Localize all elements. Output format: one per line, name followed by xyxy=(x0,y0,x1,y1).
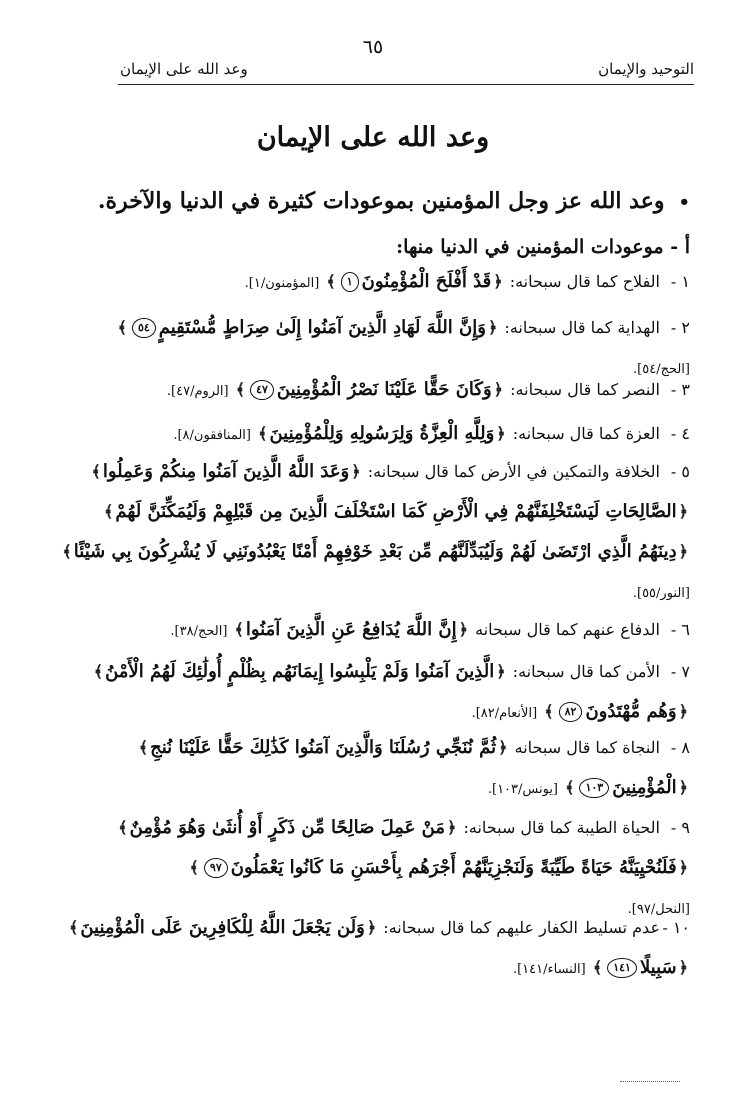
item-text: الدفاع عنهم كما قال سبحانه xyxy=(475,620,660,639)
ornate-bracket-open-icon: ﴿ xyxy=(678,778,688,797)
item-text: الهداية كما قال سبحانه: xyxy=(504,318,660,337)
list-item-line xyxy=(58,532,690,572)
ornate-bracket-open-icon: ﴿ xyxy=(678,858,688,877)
running-header-book-title: التوحيد والإيمان xyxy=(598,60,694,78)
list-item xyxy=(58,452,690,612)
quran-verse xyxy=(60,541,690,562)
item-number: ١ - xyxy=(670,272,690,291)
list-item-line xyxy=(58,808,690,848)
list-item xyxy=(58,728,690,808)
verse-reference: [الروم/٤٧]. xyxy=(166,384,229,399)
list-item-line xyxy=(58,452,690,492)
page-number: ٦٥ xyxy=(362,36,384,58)
ornate-bracket-open-icon: ﴿ xyxy=(678,542,688,561)
item-number: ١٠ - xyxy=(662,918,690,937)
quran-verse xyxy=(116,817,458,838)
quran-verse xyxy=(256,423,508,444)
list-item-line xyxy=(58,572,690,612)
list-item-line xyxy=(58,370,690,410)
quran-verse xyxy=(233,619,471,640)
quran-verse xyxy=(234,379,505,400)
verse-text: وَإِنَّ اللَّهَ لَهَادِ الَّذِينَ آمَنُوا إِلَىٰ صِرَاطٍ مُّسْتَقِيمٍ xyxy=(158,317,486,338)
bullet-heading xyxy=(70,188,690,214)
ornate-bracket-open-icon: ﴿ xyxy=(678,702,688,721)
quran-verse xyxy=(116,317,500,338)
list-item-line xyxy=(58,492,690,532)
ornate-bracket-close-icon: ﴾ xyxy=(138,738,149,757)
ayah-number-badge: ١٤١ xyxy=(607,958,637,978)
verse-text: سَبِيلًا xyxy=(639,957,677,978)
list-item xyxy=(58,908,690,988)
verse-text: مَنْ عَمِلَ صَالِحًا مِّن ذَكَرٍ أَوْ أُنثَىٰ وَهُوَ مُؤْمِنٌ xyxy=(129,817,446,838)
quran-verse xyxy=(89,461,362,482)
ornate-bracket-open-icon: ﴿ xyxy=(678,958,688,977)
verse-text: ثُمَّ نُنَجِّي رُسُلَنَا وَالَّذِينَ آمَنُوا كَذَٰلِكَ حَقًّا عَلَيْنَا نُنجِ xyxy=(150,737,497,758)
item-text: الخلافة والتمكين في الأرض كما قال سبحانه: xyxy=(367,462,660,481)
verse-reference: [الأنعام/٨٢]. xyxy=(471,706,538,721)
ayah-number-badge: ٨٢ xyxy=(559,702,583,722)
item-text: عدم تسليط الكفار عليهم كما قال سبحانه: xyxy=(383,918,660,937)
verse-reference: [الحج/٥٤]. xyxy=(633,362,690,377)
ornate-bracket-open-icon: ﴿ xyxy=(493,272,503,291)
list-item-line xyxy=(58,948,690,988)
list-item-line xyxy=(58,610,690,650)
quran-verse xyxy=(563,777,690,798)
list-item-line xyxy=(58,728,690,768)
list-item-line xyxy=(58,768,690,808)
ornate-bracket-close-icon: ﴾ xyxy=(326,272,336,291)
bullet-dot-icon: • xyxy=(678,192,690,213)
item-text: العزة كما قال سبحانه: xyxy=(512,424,660,443)
verse-text: وَلَن يَجْعَلَ اللَّهُ لِلْكَافِرِينَ عَلَى الْمُؤْمِنِينَ xyxy=(80,917,365,938)
list-item-line xyxy=(58,652,690,692)
ornate-bracket-open-icon: ﴿ xyxy=(498,738,508,757)
item-number: ٦ - xyxy=(670,620,690,639)
quran-verse xyxy=(67,917,378,938)
item-number: ٢ - xyxy=(670,318,690,337)
ornate-bracket-close-icon: ﴾ xyxy=(62,542,72,561)
ornate-bracket-close-icon: ﴾ xyxy=(91,462,101,481)
verse-reference: [المنافقون/٨]. xyxy=(173,428,251,443)
list-item xyxy=(58,414,690,454)
quran-verse xyxy=(324,271,504,292)
ornate-bracket-open-icon: ﴿ xyxy=(351,462,361,481)
ayah-number-badge: ٥٤ xyxy=(132,318,156,338)
list-item xyxy=(58,652,690,732)
ornate-bracket-close-icon: ﴾ xyxy=(234,620,244,639)
ornate-bracket-close-icon: ﴾ xyxy=(68,918,79,937)
ayah-number-badge: ٤٧ xyxy=(250,380,274,400)
quran-verse xyxy=(137,737,510,758)
page-end-rule xyxy=(620,1081,680,1082)
ornate-bracket-open-icon: ﴿ xyxy=(487,318,498,337)
verse-text: قَدْ أَفْلَحَ الْمُؤْمِنُونَ xyxy=(361,271,492,292)
item-text: النجاة كما قال سبحانه xyxy=(514,738,660,757)
verse-reference: [الحج/٣٨]. xyxy=(170,624,228,639)
verse-text: الَّذِينَ آمَنُوا وَلَمْ يَلْبِسُوا إِيمَانَهُم بِظُلْمٍ أُولَٰئِكَ لَهُمُ الْأَمْنُ xyxy=(105,661,495,682)
item-text: الفلاح كما قال سبحانه: xyxy=(509,272,660,291)
list-item-line xyxy=(58,262,690,302)
ornate-bracket-close-icon: ﴾ xyxy=(93,662,104,681)
ornate-bracket-close-icon: ﴾ xyxy=(117,318,127,337)
sub-heading: أ - موعودات المؤمنين في الدنيا منها: xyxy=(396,236,690,258)
verse-reference: [يونس/١٠٣]. xyxy=(487,782,559,797)
ornate-bracket-close-icon: ﴾ xyxy=(189,858,199,877)
bullet-heading-text: وعد الله عز وجل المؤمنين بموعودات كثيرة في الدنيا والآخرة. xyxy=(97,188,665,214)
ayah-number-badge: ١٠٣ xyxy=(579,778,609,798)
ayah-number-badge: ٩٧ xyxy=(204,858,228,878)
ornate-bracket-close-icon: ﴾ xyxy=(104,502,114,521)
item-text: النصر كما قال سبحانه: xyxy=(510,380,660,399)
ornate-bracket-close-icon: ﴾ xyxy=(258,424,268,443)
list-item-line xyxy=(58,414,690,454)
list-item-line xyxy=(58,848,690,888)
item-number: ٥ - xyxy=(670,462,690,481)
verse-text: إِنَّ اللَّهَ يُدَافِعُ عَنِ الَّذِينَ آمَنُوا xyxy=(245,619,457,640)
item-text: الحياة الطيبة كما قال سبحانه: xyxy=(463,818,660,837)
ornate-bracket-close-icon: ﴾ xyxy=(544,702,554,721)
item-number: ٣ - xyxy=(670,380,690,399)
ornate-bracket-open-icon: ﴿ xyxy=(496,662,506,681)
item-number: ٧ - xyxy=(670,662,690,681)
verse-text: وَلِلَّهِ الْعِزَّةُ وَلِرَسُولِهِ وَلِلْمُؤْمِنِينَ xyxy=(269,423,495,444)
item-text: الأمن كما قال سبحانه: xyxy=(512,662,660,681)
ornate-bracket-open-icon: ﴿ xyxy=(493,380,504,399)
ornate-bracket-close-icon: ﴾ xyxy=(118,818,128,837)
quran-verse xyxy=(591,957,690,978)
verse-text: وَعَدَ اللَّهُ الَّذِينَ آمَنُوا مِنكُمْ وَعَمِلُوا xyxy=(102,461,350,482)
verse-text: دِينَهُمُ الَّذِي ارْتَضَىٰ لَهُمْ وَلَيُبَدِّلَنَّهُم مِّن بَعْدِ خَوْفِهِمْ أَمْنًا يَعْبُدُونَنِي لَا يُشْرِكُونَ بِي شَيْئًا xyxy=(73,541,677,562)
quran-verse xyxy=(102,501,690,522)
verse-text: الصَّالِحَاتِ لَيَسْتَخْلِفَنَّهُمْ فِي الْأَرْضِ كَمَا اسْتَخْلَفَ الَّذِينَ مِن قَبْلِهِمْ وَلَيُمَكِّنَنَّ لَهُمْ xyxy=(115,501,677,522)
list-item xyxy=(58,610,690,650)
quran-verse xyxy=(542,701,690,722)
list-item-line xyxy=(58,692,690,732)
quran-verse xyxy=(188,857,690,878)
ornate-bracket-open-icon: ﴿ xyxy=(447,818,457,837)
item-number: ٨ - xyxy=(670,738,690,757)
chapter-title: وعد الله على الإيمان xyxy=(256,122,490,153)
ornate-bracket-open-icon: ﴿ xyxy=(496,424,506,443)
quran-verse xyxy=(92,661,508,682)
list-item-line xyxy=(58,908,690,948)
ornate-bracket-close-icon: ﴾ xyxy=(592,958,603,977)
verse-text: الْمُؤْمِنِينَ xyxy=(612,777,677,798)
item-number: ٤ - xyxy=(670,424,690,443)
ornate-bracket-open-icon: ﴿ xyxy=(366,918,377,937)
list-item xyxy=(58,262,690,302)
verse-text: وَهُم مُّهْتَدُونَ xyxy=(585,701,677,722)
list-item-line xyxy=(58,308,690,348)
verse-text: وَكَانَ حَقًّا عَلَيْنَا نَصْرُ الْمُؤْمِنِينَ xyxy=(276,379,492,400)
verse-reference: [النساء/١٤١]. xyxy=(512,962,586,977)
ornate-bracket-close-icon: ﴾ xyxy=(565,778,575,797)
ayah-number-badge: ١ xyxy=(341,272,359,292)
verse-reference: [المؤمنون/١]. xyxy=(244,276,320,291)
running-header-section-title: وعد الله على الإيمان xyxy=(120,60,248,78)
ornate-bracket-close-icon: ﴾ xyxy=(235,380,246,399)
ornate-bracket-open-icon: ﴿ xyxy=(678,502,688,521)
ornate-bracket-open-icon: ﴿ xyxy=(458,620,469,639)
verse-reference: [النور/٥٥]. xyxy=(632,586,690,601)
verse-text: فَلَنُحْيِيَنَّهُ حَيَاةً طَيِّبَةً وَلَنَجْزِيَنَّهُمْ أَجْرَهُم بِأَحْسَنِ مَا كَانُوا يَعْمَلُونَ xyxy=(230,857,677,878)
item-number: ٩ - xyxy=(670,818,690,837)
verse-reference: [النحل/٩٧]. xyxy=(627,902,690,917)
list-item xyxy=(58,370,690,410)
